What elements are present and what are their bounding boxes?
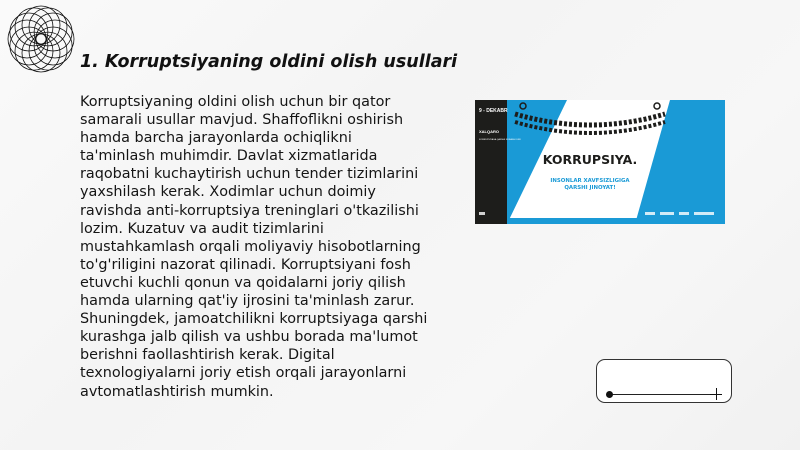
slide-body-text: Korruptsiyaning oldini olish uchun bir qator samarali usullar mavjud. Shaffoflikni oshirish hamda barcha jarayonlarda ochiqlikni ta'minlash muhimdir. Davlat xizmatlarida raqobatni kuchaytirish uchun tender tizimlarini yaxshilash kerak. Xodimlar uchun doimiy ravishda anti-korruptsiya treninglari o'tkazilishi lozim. Kuzatuv va audit tizimlarini mustahkamlash orqali moliyaviy hisobotlarning to'g'riligini nazorat qilinadi. Korruptsiyani fosh etuvchi kuchli qonun va qoidalarni joriy qilish hamda ularning qat'iy ijrosini ta'minlash zarur. Shuningdek, jamoatchilikni korruptsiyaga qarshi kurashga jalb qilish va ushbu borada ma'lumot berishni faollashtirish kerak. Digital texnologiyalarni joriy etish orqali jarayonlarni avtomatlashtirish mumkin.	[80, 94, 428, 400]
slider-handle[interactable]	[606, 391, 613, 398]
slider-track[interactable]	[609, 394, 719, 395]
poster-subline-2: QARSHI JINOYAT!	[564, 185, 616, 191]
poster-side-caption: KORRUPSIYAGA QARSHI KURASH KUNI	[479, 139, 521, 141]
poster-headline: KORRUPSIYA.	[542, 152, 638, 167]
slide-title: 1. Korruptsiyaning oldini olish usullari	[80, 52, 458, 72]
poster-subline-1: INSONLAR XAVFSIZLIGIGA	[550, 178, 630, 184]
poster-date: 9 - DEKABR	[479, 108, 508, 114]
anti-corruption-poster-image	[475, 100, 725, 224]
decorative-rosette-icon	[6, 4, 76, 74]
plus-icon[interactable]	[710, 388, 722, 400]
poster-side-label: XALQARO	[479, 129, 499, 134]
slider-control[interactable]	[596, 359, 732, 403]
